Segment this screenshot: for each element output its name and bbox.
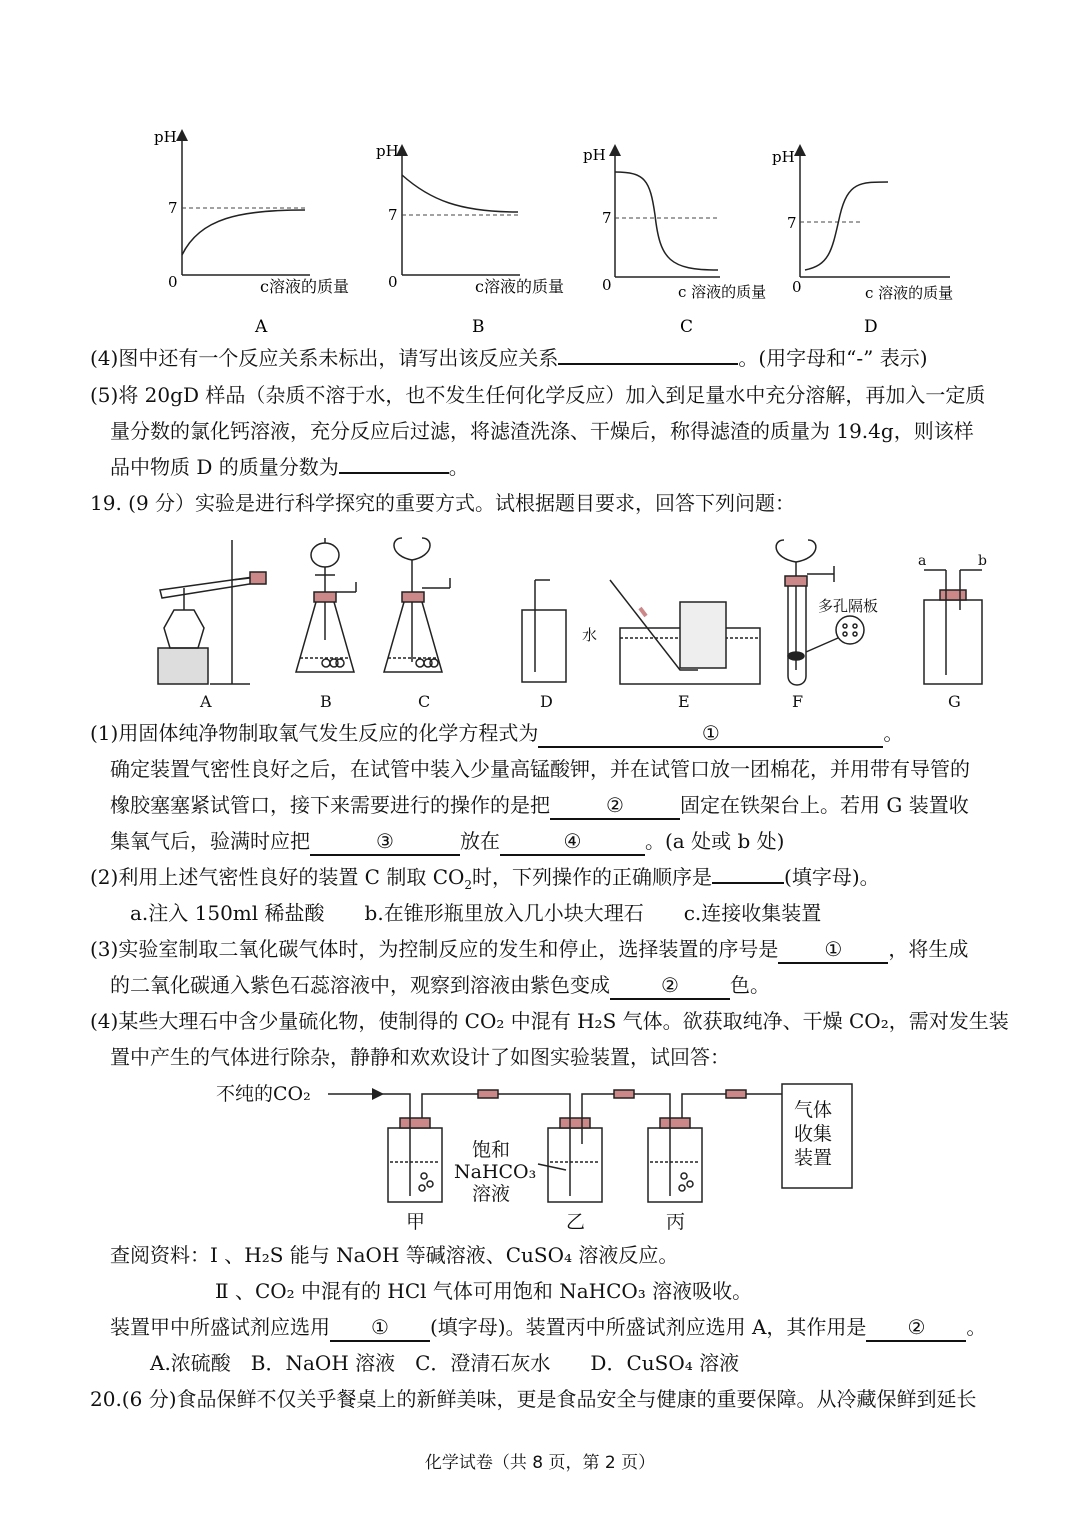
answer-blank-1[interactable]: ① bbox=[538, 720, 883, 748]
answer-blank-1[interactable]: ① bbox=[778, 936, 888, 964]
graph-letter: C bbox=[680, 317, 694, 337]
q18-part5-line1: (5)将 20gD 样品（杂质不溶于水，也不发生任何化学反应）加入到足量水中充分溶解，再加入一定质 bbox=[90, 383, 986, 407]
svg-text:7: 7 bbox=[168, 199, 178, 217]
q19-part1-line1: (1)用固体纯净物制取氧气发生反应的化学方程式为 ① 。 bbox=[90, 718, 903, 748]
label-c: C bbox=[418, 692, 431, 711]
apparatus-figure bbox=[150, 530, 1010, 715]
answer-blank-1[interactable]: ① bbox=[330, 1314, 430, 1342]
answer-blank-2[interactable]: ② bbox=[550, 792, 680, 820]
svg-text:溶液: 溶液 bbox=[472, 1183, 511, 1205]
ph-graphs bbox=[140, 120, 980, 345]
apparatus-a bbox=[158, 540, 266, 684]
q19-part3-line2: 的二氧化碳通入紫色石蕊溶液中，观察到溶液由紫色变成 ② 色。 bbox=[110, 970, 770, 1000]
axis-x-label: c 溶液的质量 bbox=[865, 284, 954, 302]
q19-part4-question: 装置甲中所盛试剂应选用 ① (填字母)。装置丙中所盛试剂应选用 A，其作用是 ② 。 bbox=[110, 1312, 986, 1342]
svg-text:NaHCO₃: NaHCO₃ bbox=[454, 1161, 537, 1183]
bottle-jia bbox=[388, 1118, 442, 1202]
label-f: F bbox=[792, 692, 804, 711]
label-b: B bbox=[320, 692, 332, 711]
answer-blank-2[interactable]: ② bbox=[610, 972, 730, 1000]
graph-letter: A bbox=[255, 317, 268, 337]
graph-c bbox=[583, 146, 766, 337]
q19-title: 19. (9 分）实验是进行科学探究的重要方式。试根据题目要求，回答下列问题： bbox=[90, 491, 796, 515]
q19-part2: (2)利用上述气密性良好的装置 C 制取 $CO_2$时，下列操作的正确顺序是 (填字母)。 bbox=[90, 865, 880, 892]
q19-part4-line1: (4)某些大理石中含少量硫化物，使制得的 CO₂ 中混有 H₂S 气体。欲获取纯净、干燥 CO₂，需对发生装 bbox=[90, 1009, 1009, 1033]
bottle-label-bing: 丙 bbox=[666, 1211, 686, 1233]
axis-y-label: pH bbox=[772, 148, 795, 166]
page-footer: 化学试卷（共 8 页，第 2 页） bbox=[424, 1453, 656, 1473]
apparatus-f bbox=[776, 540, 878, 685]
axis-y-label: pH bbox=[583, 146, 606, 164]
apparatus-c bbox=[384, 538, 450, 672]
answer-blank-2[interactable]: ② bbox=[866, 1314, 966, 1342]
svg-text:饱和: 饱和 bbox=[472, 1139, 511, 1161]
svg-text:装置: 装置 bbox=[794, 1147, 833, 1169]
impure-co2-label: 不纯的CO₂ bbox=[216, 1083, 311, 1105]
apparatus-g bbox=[918, 553, 987, 684]
svg-text:气体: 气体 bbox=[794, 1099, 833, 1121]
svg-text:a: a bbox=[918, 553, 927, 569]
reference-1: 查阅资料：Ⅰ 、H₂S 能与 NaOH 等碱溶液、CuSO₄ 溶液反应。 bbox=[110, 1243, 679, 1267]
answer-blank[interactable] bbox=[339, 472, 449, 474]
label-a: A bbox=[200, 692, 212, 711]
axis-y-label: pH bbox=[376, 142, 399, 160]
q18-part5-line2: 量分数的氯化钙溶液，充分反应后过滤，将滤渣洗涤、干燥后，称得滤渣的质量为 19.4g，则该样 bbox=[110, 419, 974, 443]
reference-2: Ⅱ 、CO₂ 中混有的 HCl 气体可用饱和 NaHCO₃ 溶液吸收。 bbox=[215, 1279, 753, 1303]
answer-blank-3[interactable]: ③ bbox=[310, 828, 460, 856]
curve-a bbox=[182, 210, 305, 255]
answer-blank[interactable] bbox=[558, 363, 738, 365]
label-d: D bbox=[540, 692, 553, 711]
curve-d bbox=[805, 182, 888, 270]
answer-blank-4[interactable]: ④ bbox=[500, 828, 645, 856]
svg-text:0: 0 bbox=[388, 273, 398, 291]
bottle-label-yi: 乙 bbox=[566, 1211, 586, 1233]
graph-b bbox=[376, 142, 564, 337]
axis-x-label: c溶液的质量 bbox=[475, 277, 564, 296]
purification-figure bbox=[210, 1078, 870, 1238]
label-e: E bbox=[678, 692, 690, 711]
q19-part2-options: a.注入 150ml 稀盐酸 b.在锥形瓶里放入几小块大理石 c.连接收集装置 bbox=[130, 901, 822, 925]
svg-text:0: 0 bbox=[602, 276, 612, 294]
graph-letter: B bbox=[472, 317, 485, 337]
apparatus-d bbox=[522, 580, 566, 682]
graph-letter: D bbox=[864, 317, 878, 337]
graph-a bbox=[154, 128, 349, 337]
q19-part4-options: A.浓硫酸 B．NaOH 溶液 C．澄清石灰水 D．CuSO₄ 溶液 bbox=[150, 1351, 740, 1375]
graph-d bbox=[772, 148, 953, 337]
svg-text:0: 0 bbox=[792, 278, 802, 296]
q19-part3-line1: (3)实验室制取二氧化碳气体时，为控制反应的发生和停止，选择装置的序号是 ① ，将生成 bbox=[90, 934, 968, 964]
q19-part1-line3: 橡胶塞塞紧试管口，接下来需要进行的操作的是把 ② 固定在铁架台上。若用 G 装置收 bbox=[110, 790, 969, 820]
axis-y-label: pH bbox=[154, 128, 177, 146]
svg-text:水: 水 bbox=[582, 626, 598, 644]
bottle-label-jia: 甲 bbox=[406, 1211, 426, 1233]
q20-line1: 20.(6 分)食品保鲜不仅关乎餐桌上的新鲜美味，更是食品安全与健康的重要保障。从冷藏保鲜到延长 bbox=[90, 1387, 977, 1411]
apparatus-b bbox=[296, 538, 356, 672]
q19-part4-line2: 置中产生的气体进行除杂，静静和欢欢设计了如图实验装置，试回答： bbox=[110, 1045, 730, 1069]
q19-part1-line4: 集氧气后，验满时应把 ③ 放在 ④ 。(a 处或 b 处) bbox=[110, 826, 784, 856]
axis-x-label: c溶液的质量 bbox=[260, 277, 349, 296]
curve-b bbox=[402, 175, 518, 212]
svg-text:多孔隔板: 多孔隔板 bbox=[818, 597, 879, 615]
svg-text:b: b bbox=[978, 553, 987, 569]
svg-text:7: 7 bbox=[602, 209, 612, 227]
svg-text:0: 0 bbox=[168, 273, 178, 291]
curve-c bbox=[615, 172, 718, 270]
answer-blank[interactable] bbox=[712, 882, 784, 884]
apparatus-e bbox=[582, 580, 760, 684]
q18-part4: (4)图中还有一个反应关系未标出，请写出该反应关系 。(用字母和“-” 表示) bbox=[90, 346, 928, 370]
svg-text:收集: 收集 bbox=[794, 1123, 833, 1145]
q18-part5-line3: 品中物质 D 的质量分数为 。 bbox=[110, 455, 469, 479]
label-g: G bbox=[948, 692, 961, 711]
bottle-yi bbox=[538, 1118, 602, 1202]
q19-part1-line2: 确定装置气密性良好之后，在试管中装入少量高锰酸钾，并在试管口放一团棉花，并用带有导管的 bbox=[110, 757, 970, 781]
bottle-bing bbox=[648, 1118, 702, 1202]
axis-x-label: c 溶液的质量 bbox=[678, 283, 767, 301]
svg-text:7: 7 bbox=[787, 214, 797, 232]
svg-text:7: 7 bbox=[388, 206, 398, 224]
